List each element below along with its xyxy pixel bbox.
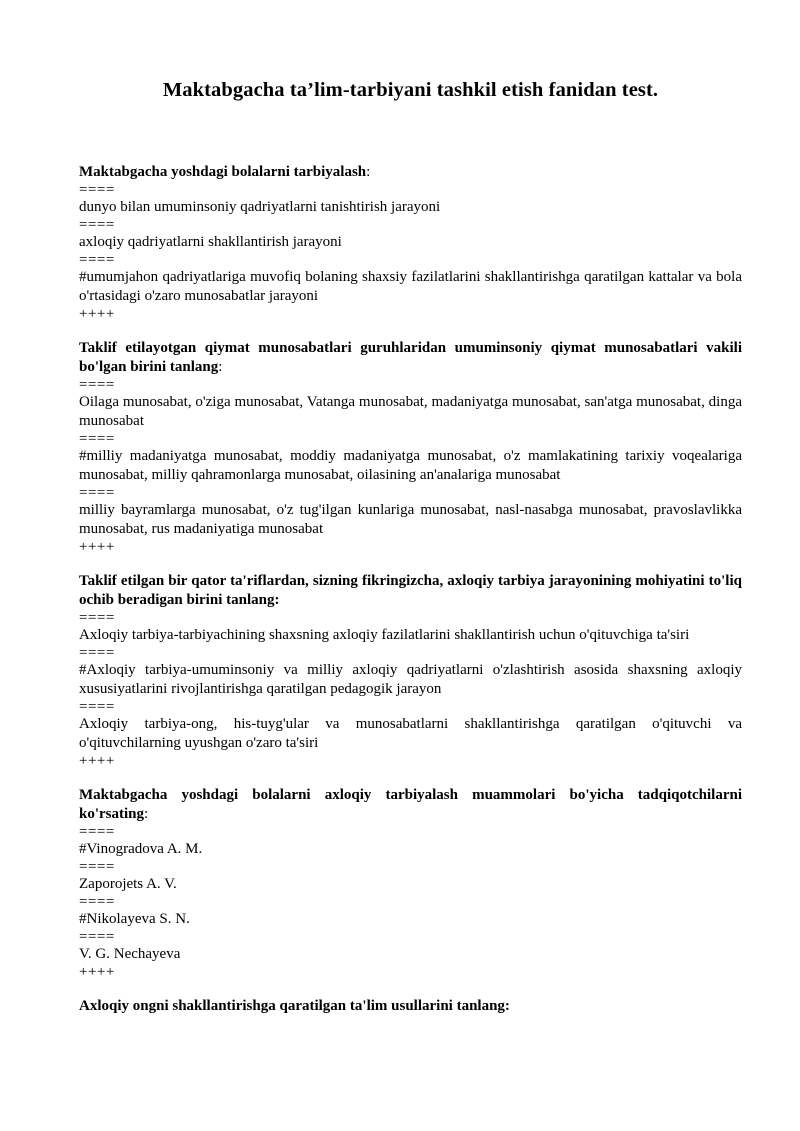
- question-block: [79, 786, 742, 980]
- question-stem: Maktabgacha yoshdagi bolalarni axloqiy tarbiyalash muammolari bo'yicha tadqiqotchilarni ko'rsating: [79, 787, 742, 822]
- question-block: [79, 997, 742, 1016]
- question-stem: Axloqiy ongni shakllantirishga qaratilgan ta'lim usullarini tanlang:: [79, 998, 510, 1014]
- answer-option: #Vinogradova A. M.: [79, 841, 203, 857]
- answer-option: Axloqiy tarbiya-tarbiyachining shaxsning axloqiy fazilatlarini shakllantirish uchun o'qituvchiga ta'siri: [79, 627, 690, 643]
- question-text: [79, 786, 742, 824]
- question-end-marker: ++++: [79, 753, 115, 769]
- answer-option: #milliy madaniyatga munosabat, moddiy madaniyatga munosabat, o'z mamlakatining tarixiy voqealariga munosabat, milliy qahramonlarga munosabat, oilasining an'analariga munosabat: [79, 448, 742, 483]
- answer-option: #Axloqiy tarbiya-umuminsoniy va milliy axloqiy qadriyatlarni o'zlashtirish asosida shaxsning axloqiy xususiyatlarini rivojlantirishga qaratilgan pedagogik jarayon: [79, 662, 742, 697]
- answer-separator: ====: [79, 824, 115, 840]
- answer-option: #Nikolayeva S. N.: [79, 911, 190, 927]
- question-stem: Taklif etilgan bir qator ta'riflardan, sizning fikringizcha, axloqiy tarbiya jarayonining mohiyatini to'liq ochib beradigan birini tanlang:: [79, 573, 742, 608]
- answer-separator: ====: [79, 182, 115, 198]
- question-block: [79, 163, 742, 322]
- answer-separator: ====: [79, 485, 115, 501]
- answer-separator: ====: [79, 252, 115, 268]
- answer-option: V. G. Nechayeva: [79, 946, 181, 962]
- question-block: [79, 339, 742, 555]
- answer-option: dunyo bilan umuminsoniy qadriyatlarni tanishtirish jarayoni: [79, 199, 441, 215]
- answer-separator: ====: [79, 699, 115, 715]
- question-end-marker: ++++: [79, 306, 115, 322]
- question-text: [79, 339, 742, 377]
- answer-separator: ====: [79, 894, 115, 910]
- question-suffix: :: [144, 806, 149, 822]
- document-title: Maktabgacha ta’lim-tarbiyani tashkil etish fanidan test.: [162, 79, 659, 101]
- answer-option: Oilaga munosabat, o'ziga munosabat, Vatanga munosabat, madaniyatga munosabat, san'atga munosabat, dinga munosabat: [79, 394, 742, 429]
- answer-separator: ====: [79, 217, 115, 233]
- question-suffix: :: [218, 359, 223, 375]
- question-stem: Taklif etilayotgan qiymat munosabatlari guruhlaridan umuminsoniy qiymat munosabatlari vakili bo'lgan birini tanlang: [79, 340, 742, 375]
- question-list: [79, 163, 742, 1016]
- question-text: [79, 572, 742, 610]
- document-page: [79, 0, 742, 1033]
- answer-separator: ====: [79, 431, 115, 447]
- answer-option: Zaporojets A. V.: [79, 876, 177, 892]
- answer-option: axloqiy qadriyatlarni shakllantirish jarayoni: [79, 234, 342, 250]
- question-suffix: :: [366, 164, 371, 180]
- answer-separator: ====: [79, 859, 115, 875]
- question-stem: Maktabgacha yoshdagi bolalarni tarbiyalash: [79, 164, 367, 180]
- answer-option: Axloqiy tarbiya-ong, his-tuyg'ular va munosabatlarni shakllantirishga qaratilgan o'qituvchi va o'qituvchilarning uyushgan o'zaro ta'siri: [79, 716, 742, 751]
- answer-separator: ====: [79, 610, 115, 626]
- answer-separator: ====: [79, 929, 115, 945]
- answer-option: milliy bayramlarga munosabat, o'z tug'ilgan kunlariga munosabat, nasl-nasabga munosabat, pravoslavlikka munosabat, rus madaniyatiga munosabat: [79, 502, 742, 537]
- answer-option: #umumjahon qadriyatlariga muvofiq bolaning shaxsiy fazilatlarini shakllantirishga qaratilgan kattalar va bola o'rtasidagi o'zaro munosabatlar jarayoni: [79, 269, 742, 304]
- question-end-marker: ++++: [79, 539, 115, 555]
- answer-separator: ====: [79, 645, 115, 661]
- question-text: [79, 997, 742, 1016]
- question-text: [79, 163, 742, 182]
- answer-separator: ====: [79, 377, 115, 393]
- question-end-marker: ++++: [79, 964, 115, 980]
- question-block: [79, 572, 742, 769]
